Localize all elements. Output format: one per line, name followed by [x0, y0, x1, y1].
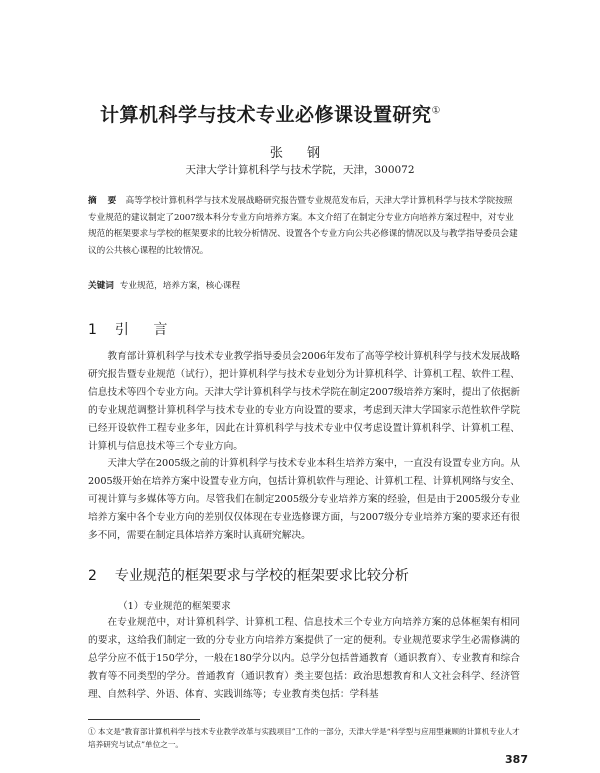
section-number: 1	[88, 322, 97, 338]
framework-body	[88, 614, 520, 704]
introduction-body	[88, 348, 520, 545]
abstract-text: 高等学校计算机科学与技术发展战略研究报告暨专业规范发布后，天津大学计算机科学与技术学院按照专业规范的建议制定了2007级本科分专业方向培养方案。本文介绍了在制定分专业方向培养方案过程中，对专业规范的框架要求与学校的框架要求的比较分析情况、设置各个专业方向公共必修课的情况以及与教学指导委员会建议的公共核心课程的比较情况。	[88, 196, 518, 256]
section-title: 专业规范的框架要求与学校的框架要求比较分析	[114, 568, 409, 584]
paragraph: 教育部计算机科学与技术专业教学指导委员会2006年发布了高等学校计算机科学与技术发展战略研究报告暨专业规范（试行），把计算机科学与技术专业划分为计算机科学、计算机工程、软件工程、信息技术等四个专业方向。天津大学计算机科学与技术学院在制定2007级培养方案时，提出了依据新的专业规范调整计算机科学与技术专业的专业方向设置的要求，考虑到天津大学国家示范性软件学院已经开设软件工程专业多年，因此在计算机科学与技术专业中仅考虑设置计算机科学、计算机工程、计算机与信息技术等三个专业方向。	[88, 351, 520, 452]
abstract	[88, 193, 518, 259]
paper-title-text: 计算机科学与技术专业必修课设置研究	[100, 104, 432, 126]
author-affiliation: 天津大学计算机科学与技术学院，天津，300072	[185, 164, 415, 176]
paragraph: 在专业规范中，对计算机科学、计算机工程、信息技术三个专业方向培养方案的总体框架有相同的要求，这给我们制定一致的分专业方向培养方案提供了一定的便利。专业规范要求学生必需修满的总学分应不低于150学分，一般在180学分以内。总学分包括普通教育（通识教育）、专业教育和综合教育等不同类型的学分。普通教育（通识教育）类主要包括：政治思想教育和人文社会科学、经济管理、自然科学、外语、体育、实践训练等；专业教育类包括：学科基	[88, 617, 520, 700]
keywords	[88, 279, 518, 291]
page-number: 387	[505, 753, 528, 766]
title-footnote-marker[interactable]: ①	[431, 105, 441, 117]
keywords-label: 关键词	[88, 281, 114, 291]
section-number: 2	[88, 568, 97, 584]
subsection-heading: （1）专业规范的框架要求	[118, 601, 231, 612]
author-name: 张 钢	[269, 146, 331, 161]
footnote: ① 本文是“教育部计算机科学与技术专业教学改革与实践项目”工作的一部分，天津大学是“科学型与应用型兼顾的计算机专业人才培养研究与试点”单位之一。	[88, 727, 520, 749]
paragraph: 天津大学在2005级之前的计算机科学与技术专业本科生培养方案中，一直没有设置专业方向。从2005级开始在培养方案中设置专业方向，包括计算机软件与理论、计算机工程、计算机网络与安全、可视计算与多媒体等方向。尽管我们在制定2005级分专业培养方案的经验，但是由于2005级分专业培养方案中各个专业方向的差别仅仅体现在专业选修课方面，与2007级分专业培养方案的要求还有很多不同，需要在制定具体培养方案时认真研究解决。	[88, 458, 520, 542]
abstract-label: 摘 要	[88, 196, 121, 206]
keywords-text: 专业规范，培养方案，核心课程	[119, 281, 241, 291]
section-heading-introduction	[88, 319, 177, 339]
section-title: 引 言	[114, 322, 178, 338]
section-heading-framework	[88, 565, 409, 585]
footnote-divider	[88, 719, 200, 720]
paper-title	[100, 100, 520, 127]
